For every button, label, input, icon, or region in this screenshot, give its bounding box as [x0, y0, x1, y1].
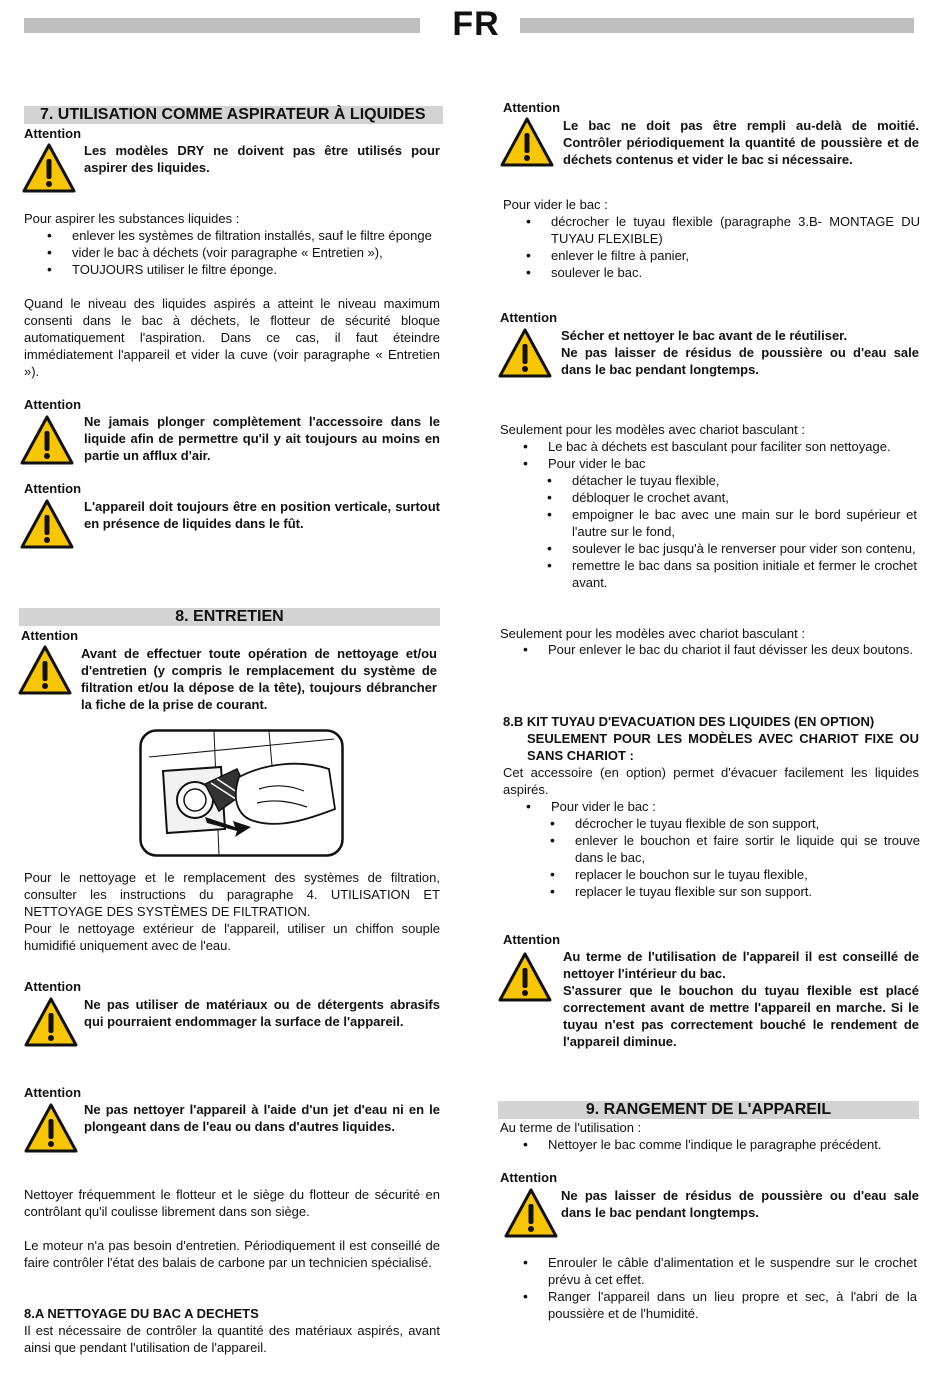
- attention-text: Sécher et nettoyer le bac avant de le réutiliser.: [561, 328, 848, 343]
- filtration-cleaning-paragraph: Pour le nettoyage et le remplacement des systèmes de filtration, consulter les instructions du paragraphe 4. UTILISATION ET NETTOYAGE DES SYSTÈMES DE FILTRATION.: [24, 870, 440, 919]
- attention-label: Attention: [503, 100, 561, 115]
- unplug-socket-illustration: [139, 729, 344, 857]
- section-8-title: [19, 608, 440, 626]
- tilting-intro-2: Seulement pour les modèles avec chariot basculant :: [500, 626, 805, 641]
- storage-intro: Au terme de l'utilisation :: [500, 1120, 642, 1135]
- liquid-steps-list: [72, 227, 440, 278]
- list-item: • soulever le bac.: [551, 264, 920, 281]
- section-8-title-text: 8. ENTRETIEN: [175, 608, 284, 625]
- float-cleaning-paragraph: Nettoyer fréquemment le flotteur et le siège du flotteur de sécurité en contrôlant qu'il coulisse librement dans son siège.: [24, 1187, 440, 1219]
- drain-kit-sub-list: [575, 815, 920, 900]
- header-bar-right: [520, 18, 914, 33]
- warning-triangle-icon: [19, 498, 75, 550]
- section-9-title: [498, 1101, 919, 1119]
- attention-text: Ne pas laisser de résidus de poussière ou d'eau sale dans le bac pendant longtemps.: [561, 1188, 919, 1220]
- exterior-cleaning-paragraph: Pour le nettoyage extérieur de l'appareil, utiliser un chiffon souple humidifié uniquement avec de l'eau.: [24, 921, 440, 953]
- warning-triangle-icon: [23, 996, 79, 1048]
- tilting-sub-list: [572, 472, 917, 591]
- attention-text: Ne pas nettoyer l'appareil à l'aide d'un jet d'eau ni en le plongeant dans de l'eau ou dans d'autres liquides.: [84, 1102, 440, 1134]
- attention-text: Avant de effectuer toute opération de nettoyage et/ou d'entretien (y compris le remplacement du système de filtration et/ou la dépose de la tête), toujours débrancher la fiche de la prise de courant.: [81, 646, 437, 712]
- list-item: • enlever les systèmes de filtration installés, sauf le filtre éponge: [72, 227, 440, 244]
- list-item: • débloquer le crochet avant,: [572, 489, 917, 506]
- list-item: • remettre le bac dans sa position initiale et fermer le crochet avant.: [572, 557, 917, 591]
- list-item: • Enrouler le câble d'alimentation et le suspendre sur le crochet prévu à cet effet.: [548, 1254, 917, 1288]
- attention-text: Les modèles DRY ne doivent pas être utilisés pour aspirer des liquides.: [84, 143, 440, 175]
- list-item: • décrocher le tuyau flexible de son support,: [575, 815, 920, 832]
- list-item: • empoigner le bac avec une main sur le bord supérieur et l'autre sur le fond,: [572, 506, 917, 540]
- section-7-title-text: 7. UTILISATION COMME ASPIRATEUR À LIQUIDES: [40, 106, 426, 123]
- section-8a-paragraph: Il est nécessaire de contrôler la quantité des matériaux aspirés, avant ainsi que pendant l'utilisation de l'appareil.: [24, 1323, 440, 1355]
- list-item: • vider le bac à déchets (voir paragraphe « Entretien »),: [72, 244, 440, 261]
- attention-label: Attention: [24, 1085, 82, 1100]
- list-item: • Pour vider le bac :: [551, 798, 920, 815]
- attention-text: Au terme de l'utilisation de l'appareil il est conseillé de nettoyer l'intérieur du bac.: [563, 949, 919, 981]
- tilting-list: [548, 438, 916, 472]
- attention-label: Attention: [24, 126, 82, 141]
- storage-list: [548, 1136, 917, 1153]
- list-item: • détacher le tuyau flexible,: [572, 472, 917, 489]
- warning-triangle-icon: [19, 414, 75, 466]
- drain-kit-list: [551, 798, 920, 815]
- list-item: • enlever le filtre à panier,: [551, 247, 920, 264]
- warning-triangle-icon: [499, 116, 555, 168]
- section-8b-subtitle: SEULEMENT POUR LES MODÈLES AVEC CHARIOT FIXE OU SANS CHARIOT :: [527, 731, 919, 763]
- list-item: • Ranger l'appareil dans un lieu propre et sec, à l'abri de la poussière et de l'humidité.: [548, 1288, 917, 1322]
- empty-bin-list: [551, 213, 920, 281]
- section-9-title-text: 9. RANGEMENT DE L'APPAREIL: [585, 1101, 832, 1118]
- language-code: FR: [452, 5, 500, 43]
- empty-bin-intro: Pour vider le bac :: [503, 197, 608, 212]
- list-item: • TOUJOURS utiliser le filtre éponge.: [72, 261, 440, 278]
- attention-text: S'assurer que le bouchon du tuyau flexible est placé correctement avant de mettre l'appareil en marche. Si le tuyau n'est pas correctement bouché le rendement de l'appareil diminue.: [563, 983, 919, 1049]
- section-8b-title: 8.B KIT TUYAU D'EVACUATION DES LIQUIDES (EN OPTION): [503, 714, 875, 729]
- attention-text: Ne jamais plonger complètement l'accessoire dans le liquide afin de permettre qu'il y ait toujours au moins en partie un afflux d'air.: [84, 414, 440, 463]
- attention-label: Attention: [24, 979, 82, 994]
- list-item: • Pour vider le bac: [548, 455, 916, 472]
- warning-triangle-icon: [17, 644, 73, 696]
- tilting-list-2: [548, 641, 917, 658]
- warning-triangle-icon: [21, 142, 77, 194]
- list-item: • replacer le bouchon sur le tuyau flexible,: [575, 866, 920, 883]
- tilting-intro: Seulement pour les modèles avec chariot basculant :: [500, 422, 805, 437]
- liquid-level-paragraph: Quand le niveau des liquides aspirés a atteint le niveau maximum consenti dans le bac à déchets, le flotteur de sécurité bloque automatiquement l'aspiration. Dans ce cas, il faut éteindre immédiatement l'appareil et vider la cuve (voir paragraphe « Entretien »).: [24, 296, 440, 379]
- attention-label: Attention: [21, 628, 79, 643]
- list-item: • Le bac à déchets est basculant pour faciliter son nettoyage.: [548, 438, 916, 455]
- section-8a-title: 8.A NETTOYAGE DU BAC A DECHETS: [24, 1306, 259, 1321]
- attention-label: Attention: [500, 1170, 558, 1185]
- list-item: • décrocher le tuyau flexible (paragraphe 3.B- MONTAGE DU TUYAU FLEXIBLE): [551, 213, 920, 247]
- warning-triangle-icon: [497, 327, 553, 379]
- attention-label: Attention: [500, 310, 558, 325]
- warning-triangle-icon: [497, 951, 553, 1003]
- warning-triangle-icon: [503, 1187, 559, 1239]
- motor-maintenance-paragraph: Le moteur n'a pas besoin d'entretien. Périodiquement il est conseillé de faire contrôler l'état des balais de carbone par un technicien spécialisé.: [24, 1238, 440, 1270]
- attention-text: L'appareil doit toujours être en position verticale, surtout en présence de liquides dans le fût.: [84, 499, 440, 531]
- section-7-title: [24, 106, 443, 124]
- attention-text: Ne pas laisser de résidus de poussière ou d'eau sale dans le bac pendant longtemps.: [561, 345, 919, 377]
- list-item: • replacer le tuyau flexible sur son support.: [575, 883, 920, 900]
- attention-label: Attention: [503, 932, 561, 947]
- attention-label: Attention: [24, 481, 82, 496]
- section-8b-paragraph: Cet accessoire (en option) permet d'évacuer facilement les liquides aspirés.: [503, 765, 919, 797]
- list-item: • enlever le bouchon et faire sortir le liquide qui se trouve dans le bac,: [575, 832, 920, 866]
- liquid-intro: Pour aspirer les substances liquides :: [24, 211, 240, 226]
- warning-triangle-icon: [23, 1102, 79, 1154]
- list-item: • Pour enlever le bac du chariot il faut dévisser les deux boutons.: [548, 641, 917, 658]
- storage-list-2: [548, 1254, 917, 1322]
- attention-text: Le bac ne doit pas être rempli au-delà de moitié. Contrôler périodiquement la quantité de poussière et de déchets contenus et vider le bac si nécessaire.: [563, 118, 919, 167]
- attention-label: Attention: [24, 397, 82, 412]
- attention-text: Ne pas utiliser de matériaux ou de détergents abrasifs qui pourraient endommager la surface de l'appareil.: [84, 997, 440, 1029]
- list-item: • soulever le bac jusqu'à le renverser pour vider son contenu,: [572, 540, 917, 557]
- list-item: • Nettoyer le bac comme l'indique le paragraphe précédent.: [548, 1136, 917, 1153]
- header-bar-left: [24, 18, 420, 33]
